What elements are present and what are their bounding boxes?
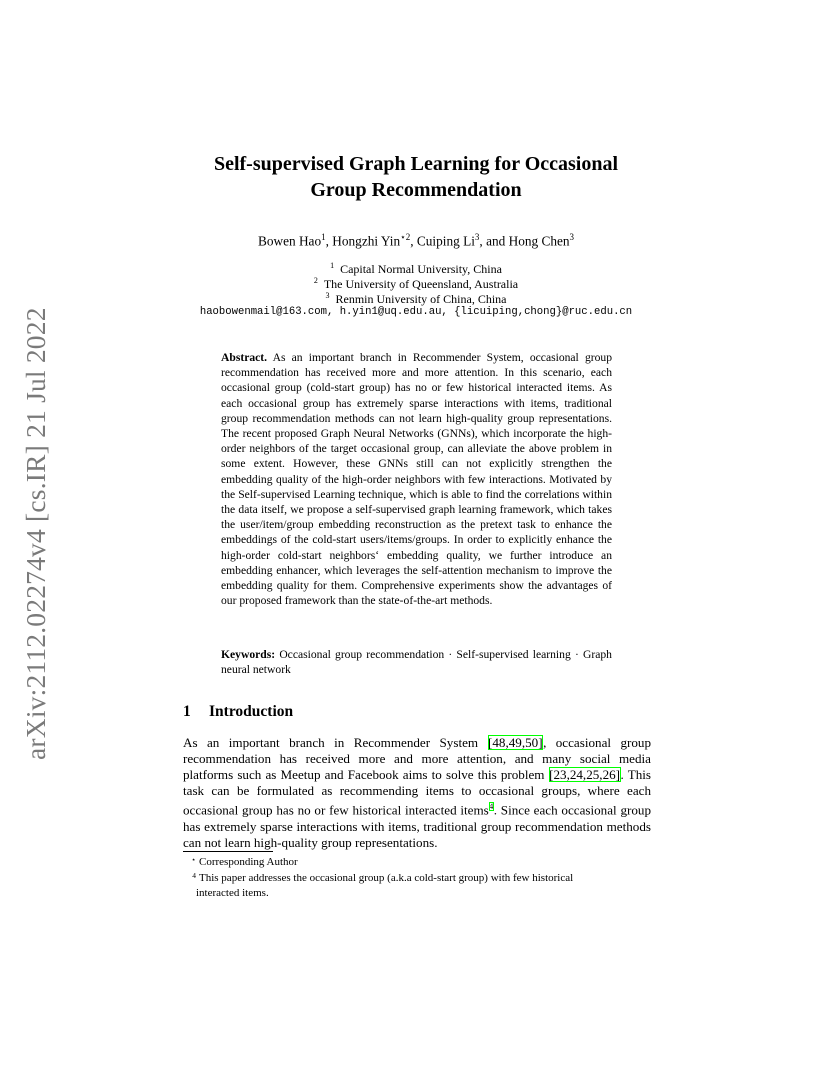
footnote-1 bbox=[183, 855, 653, 869]
keywords-label: Keywords: bbox=[221, 648, 276, 661]
title-line-1: Self-supervised Graph Learning for Occasional bbox=[213, 153, 619, 175]
abstract-label: Abstract. bbox=[221, 351, 268, 364]
author-list: Bowen Hao$^1$, Hongzhi Yin$^{⋆2}$, Cuiping Li$^3$, and Hong Chen$^3$ bbox=[257, 232, 575, 249]
footnote-1-text: Corresponding Author bbox=[199, 856, 298, 868]
keywords-text: Occasional group recommendation · Self-supervised learning · Graph neural network bbox=[221, 648, 612, 677]
author-2-affil: ⋆2 bbox=[400, 232, 411, 242]
citation-link-1[interactable]: [48,49,50] bbox=[488, 735, 543, 750]
footnote-2-text: This paper addresses the occasional group (a.k.a cold-start group) with few historical bbox=[199, 872, 574, 884]
footnote-1-mark: ⋆ bbox=[191, 855, 196, 864]
author-1-affil: 1 bbox=[321, 232, 326, 242]
section-number: 1 bbox=[183, 703, 191, 720]
author-emails: haobowenmail@163.com, h.yin1@uq.edu.au, {licuiping,chong}@ruc.edu.cn bbox=[199, 306, 633, 318]
author-3-affil: 3 bbox=[474, 232, 480, 242]
author-2: Hongzhi Yin bbox=[332, 233, 401, 249]
footnote-2-continuation bbox=[183, 886, 653, 900]
author-3: Cuiping Li bbox=[416, 233, 475, 249]
author-4: and Hong Chen bbox=[486, 233, 570, 249]
abstract-text: As an important branch in Recommender System, occasional group recommendation has received more and more attention. In this scenario, each occasional group (cold-start group) has no or few historical interacted items. As each occasional group has extremely sparse interactions with items, traditional group recommendation methods can not learn high-quality group representations. The recent proposed Graph Neural Networks (GNNs), which incorporate the high-order neighbors of the target occasional group, can alleviate the above problem in some extent. However, these GNNs still can not explicitly strengthen the embedding quality of the high-order neighbors with few interactions. Motivated by the Self-supervised Learning technique, which is able to find the correlations within the data itself, we propose a self-supervised graph learning framework, which takes the user/item/group embedding reconstruction as the pretext task to enhance the embeddings of the cold-start users/items/groups. In order to explicitly enhance the high-order cold-start neighbors‘ embedding quality, we further introduce an embedding enhancer, which leverages the self-attention mechanism to improve the embedding quality for them. Comprehensive experiments show the advantages of our proposed framework than the state-of-the-art methods. bbox=[221, 351, 612, 608]
footnote-2-text-cont: interacted items. bbox=[196, 887, 269, 899]
section-heading bbox=[183, 702, 293, 722]
footnote-2-mark: 4 bbox=[192, 871, 196, 880]
intro-text-4: . Since each occasional group has extremely sparse interactions with items, traditional group recommendation methods can not learn high-quality group representations. bbox=[183, 802, 651, 850]
affiliation-3-name: Renmin University of China, China bbox=[335, 292, 507, 306]
footnote-link-4[interactable]: 4 bbox=[489, 802, 494, 812]
intro-paragraph bbox=[183, 735, 651, 851]
footnote-divider bbox=[183, 851, 273, 852]
section-title: Introduction bbox=[209, 703, 294, 720]
intro-text-1: As an important branch in Recommender System bbox=[183, 735, 488, 750]
footnote-2 bbox=[183, 871, 653, 885]
intro-text-3: . This task can be formulated as recommending items to occasional groups, where each occasional group has no or few historical interacted items bbox=[183, 767, 651, 818]
author-1: Bowen Hao bbox=[257, 233, 322, 249]
paper-title bbox=[160, 151, 672, 203]
affiliation-2-number: 2 bbox=[313, 276, 318, 285]
intro-text-2: , occasional group recommendation has received more and more attention, and many social media platforms such as Meetup and Facebook aims to solve this problem bbox=[183, 735, 651, 783]
affiliation-1-number: 1 bbox=[330, 261, 335, 270]
affiliation-3-number: 3 bbox=[325, 291, 330, 300]
abstract bbox=[221, 350, 612, 608]
arxiv-identifier-stamp: arXiv:2112.02274v4 [cs.IR] 21 Jul 2022 bbox=[20, 307, 51, 760]
citation-link-2[interactable]: [23,24,25,26] bbox=[549, 767, 621, 783]
affiliation-2-name: The University of Queensland, Australia bbox=[323, 277, 519, 291]
author-4-affil: 3 bbox=[569, 232, 575, 242]
keywords bbox=[221, 647, 612, 677]
affiliation-1-name: Capital Normal University, China bbox=[340, 262, 502, 276]
title-line-2: Group Recommendation bbox=[310, 179, 522, 201]
